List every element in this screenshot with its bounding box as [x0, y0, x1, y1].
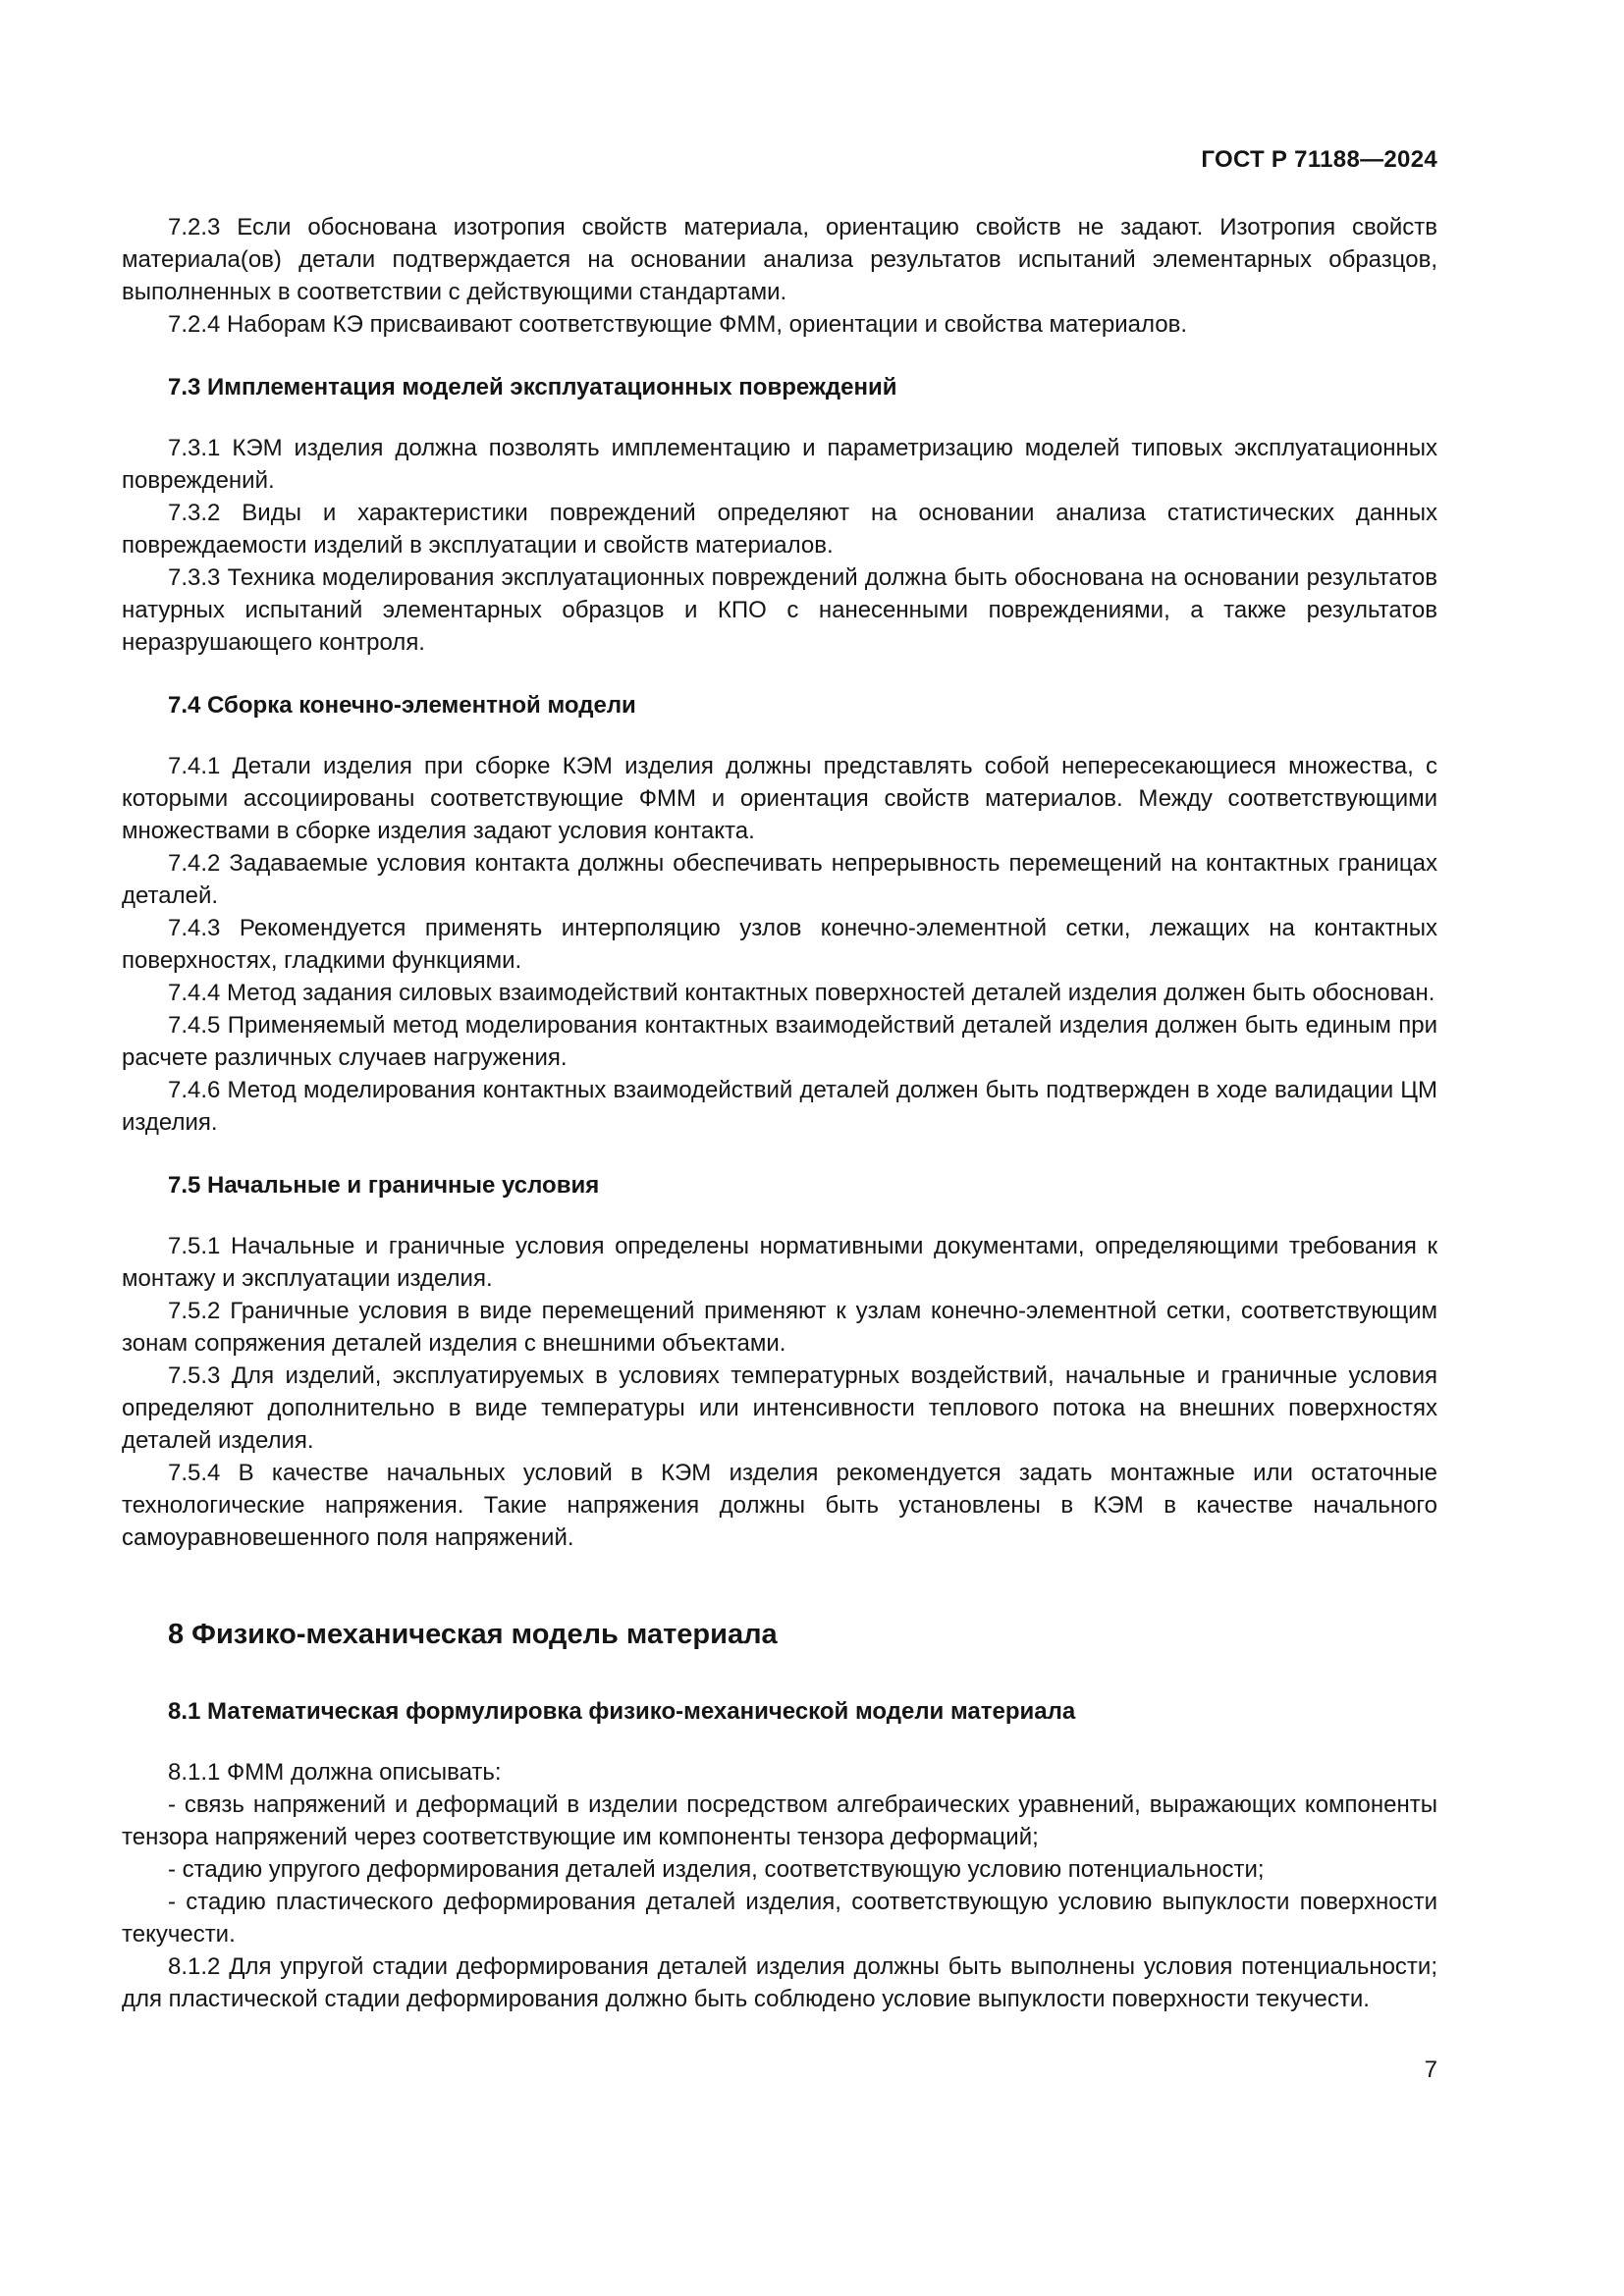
- document-content: [122, 211, 1437, 2015]
- paragraph: 7.3.3 Техника моделирования эксплуатационных повреждений должна быть обоснована на основании результатов натурных испытаний элементарных образцов и КПО с нанесенными повреждениями, а также результатов неразрушающего контроля.: [122, 564, 1437, 656]
- section-heading: 7.4 Сборка конечно-элементной модели: [168, 692, 636, 719]
- page-number: 7: [1424, 2056, 1437, 2083]
- paragraph: 7.4.1 Детали изделия при сборке КЭМ изделия должны представлять собой непересекающиеся множества, с которыми ассоциированы соответствующие ФММ и ориентация свойств материалов. Между соответствующими множествами в сборке изделия задают условия контакта.: [122, 753, 1437, 844]
- document-footer: [1425, 2054, 1437, 2086]
- paragraph: 7.4.6 Метод моделирования контактных взаимодействий деталей должен быть подтвержден в ходе валидации ЦМ изделия.: [122, 1077, 1437, 1136]
- paragraph: 7.2.4 Наборам КЭ присваивают соответствующие ФММ, ориентации и свойства материалов.: [168, 311, 1187, 338]
- paragraph: 7.5.4 В качестве начальных условий в КЭМ изделия рекомендуется задать монтажные или остаточные технологические напряжения. Такие напряжения должны быть установлены в КЭМ в качестве начального самоуравновешенного поля напряжений.: [122, 1460, 1437, 1551]
- paragraph: - связь напряжений и деформаций в изделии посредством алгебраических уравнений, выражающих компоненты тензора напряжений через соответствующие им компоненты тензора деформаций;: [122, 1791, 1437, 1850]
- paragraph: 7.4.5 Применяемый метод моделирования контактных взаимодействий деталей изделия должен быть единым при расчете различных случаев нагружения.: [122, 1012, 1437, 1071]
- paragraph: 7.5.1 Начальные и граничные условия определены нормативными документами, определяющими требования к монтажу и эксплуатации изделия.: [122, 1233, 1437, 1292]
- paragraph: 8.1.2 Для упругой стадии деформирования деталей изделия должны быть выполнены условия потенциальности; для пластической стадии деформирования должно быть соблюдено условие выпуклости поверхности текучести.: [122, 1953, 1437, 2012]
- paragraph: 8.1.1 ФММ должна описывать:: [168, 1759, 502, 1786]
- paragraph: - стадию упругого деформирования деталей изделия, соответствующую условию потенциальности;: [168, 1856, 1265, 1883]
- section-heading: 7.5 Начальные и граничные условия: [168, 1172, 600, 1199]
- document-header: [122, 143, 1437, 176]
- paragraph: 7.2.3 Если обоснована изотропия свойств материала, ориентацию свойств не задают. Изотропия свойств материала(ов) детали подтверждается на основании анализа результатов испытаний элементарных образцов, выполненных в соответствии с действующими стандартами.: [122, 214, 1437, 305]
- paragraph: 7.4.3 Рекомендуется применять интерполяцию узлов конечно-элементной сетки, лежащих на контактных поверхностях, гладкими функциями.: [122, 915, 1437, 974]
- paragraph: 7.3.2 Виды и характеристики повреждений определяют на основании анализа статистических данных повреждаемости изделий в эксплуатации и свойств материалов.: [122, 500, 1437, 559]
- paragraph: 7.4.4 Метод задания силовых взаимодействий контактных поверхностей деталей изделия должен быть обоснован.: [168, 980, 1435, 1006]
- chapter-heading: 8 Физико-механическая модель материала: [168, 1619, 778, 1650]
- section-heading: 7.3 Имплементация моделей эксплуатационных повреждений: [168, 374, 897, 400]
- standard-code: ГОСТ Р 71188—2024: [1201, 146, 1437, 173]
- paragraph: 7.5.3 Для изделий, эксплуатируемых в условиях температурных воздействий, начальные и граничные условия определяют дополнительно в виде температуры или интенсивности теплового потока на внешних поверхностях деталей изделия.: [122, 1362, 1437, 1454]
- section-heading: 8.1 Математическая формулировка физико-механической модели материала: [168, 1698, 1076, 1725]
- paragraph: 7.3.1 КЭМ изделия должна позволять имплементацию и параметризацию моделей типовых эксплуатационных повреждений.: [122, 435, 1437, 494]
- paragraph: 7.4.2 Задаваемые условия контакта должны обеспечивать непрерывность перемещений на контактных границах деталей.: [122, 850, 1437, 909]
- paragraph: 7.5.2 Граничные условия в виде перемещений применяют к узлам конечно-элементной сетки, соответствующим зонам сопряжения деталей изделия с внешними объектами.: [122, 1298, 1437, 1357]
- paragraph: - стадию пластического деформирования деталей изделия, соответствующую условию выпуклости поверхности текучести.: [122, 1889, 1437, 1948]
